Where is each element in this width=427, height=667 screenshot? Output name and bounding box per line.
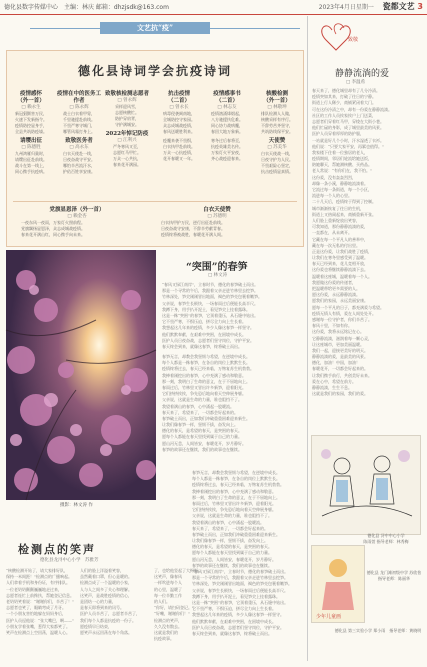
poem-author: □ 赖金杏	[67, 214, 87, 219]
spring-article-author: □ 林文涛	[208, 273, 228, 278]
flower-photo	[6, 250, 156, 500]
poem-title: 2022年悼记防疫	[105, 131, 149, 137]
poem-text: 一夜东风一夜雨，万家灯火照前程。 党旗飘扬显恩泽，众志成城战疫情。 春来花开满山红，同心携手向未来。	[21, 220, 85, 237]
poem-title: 疫情在中的医务工作者	[56, 91, 101, 104]
spring-article-text-continued: 春笋无言，却教会我坚韧与希望，在逆境中成长。 每个人都是一株春笋，在各自的岗位上默默生长。 疫情终将过去，春天已经来临，万物复苏生机勃勃。 我捧着刚挖出的春笋，心中充满了感动和敬意。 那一刻，我明白了生命的意义，在于不屈地向上。 春雨过后，竹林里又冒出许多新笋，迎着阳光。 它们挤挤挨挨，争先恐后地向着天空伸展身躯。 父亲说，这就是生命的力量，谁也阻挡不了。 我望着满山的春笋，心中涌起一股暖流。 春天来了，希望来了，一切都会好起来的。 春笋破土而出，正如我们冲破重重困难迎来新生。 让我们像春笋一样，坚韧不拔，奋发向上。 德化的春天，是希望的春天，是突围的春天。 愿每个人都能在春天里找到属于自己的力量。 愿山河无恙，人间皆安，春暖花开，岁月静好。 春笋的故事还在继续，我们的故事也在继续。 “春风又绿江南岸”，立春时节，德化的春笋破土而出。 那是一个寻常的午后，我跟着父亲走进竹林里去挖笋。 竹林深处，笋尖刚刚冒出地面，褐色的笋壳包裹着嫩笋。 父亲说，春笋生长极快，一场春雨过后便能长高半尺。 我蹲下身，用手扒开泥土，看见笋尖上挂着露珠。 这是一株“突围”的春笋，它顶着重压，从石缝中钻出。 它不畏严寒，不惧压迫，拼尽全力向上生长着。 我想起这几年来的疫情，多少人像这春笋一样坚守。 他们默默奉献，在艰难中突围，在困境中成长。 医护人员日夜奋战，志愿者们坚守岗位，守护平安。 春天终会到来，就像这春笋，终将破土而出。	[192, 470, 292, 636]
poem-text: 白衣执甲护万民，逆行出征赴前线。 日夜奋战守安康，不辞辛劳献青春。 疫情终将被战胜，春暖花开满人间。	[161, 220, 225, 237]
laugh-article-text: 了，也给他竖起了大拇指。 这笑声，像春风 一样吹进每个人 的心里，温暖了 每一位辛勤工作 的人们。 “你好，请扫码登记。” “好嘞，谢谢你们！” 检测点的笑声， 久久没有散去。 这就是我们的 抗疫故事。	[154, 568, 202, 642]
poem-text: 白衣天使赴一线， 日夜奋战守平安。 哪怕辛苦流汗水， 护佑百姓享安康。	[63, 151, 95, 174]
laugh-article-title: 检测点的笑声	[18, 543, 96, 556]
poem-title: 白衣天使赞	[203, 207, 231, 213]
poem-author: □ 赖永生	[21, 105, 41, 110]
poem-author: □ 陈德胜	[21, 145, 41, 150]
poem-text: 九州鸿雁归巢时， 请缨出征赴前线。 战斗在第一线上， 同心携手抗疫病。	[15, 151, 47, 174]
laugh-article-text: “核酸检测开始了，请大家排好队， 保持一米间距！”检测点的广播响起。 人们拿着手机和身份证，有序排队。 一位老奶奶颤颤巍巍地走过来， 志愿者连忙上前搀扶，帮她登记信息。 老奶奶笑着说：“谢谢你们，辛苦了！” 志愿者也笑了，眼睛弯成了月牙。 一个小朋友害怕地躲在妈妈身后， 医护人员逗他说：“张大嘴巴，啊——” 小朋友学着张嘴，惹得大家都笑了。 笑声在检测点上空回荡，温暖人心。	[6, 568, 75, 635]
poem-column	[7, 91, 55, 175]
drawing-label: 少年儿童画	[316, 614, 342, 620]
spring-article-text: 春笋无言，却教会我坚韧与希望，在逆境中成长。 每个人都是一株春笋，在各自的岗位上默默生长。 疫情终将过去，春天已经来临，万物复苏生机勃勃。 我捧着刚挖出的春笋，心中充满了感动和敬意。 那一刻，我明白了生命的意义，在于不屈地向上。 春雨过后，竹林里又冒出许多新笋，迎着阳光。 它们挤挤挨挨，争先恐后地向着天空伸展身躯。 父亲说，这就是生命的力量，谁也阻挡不了。 我望着满山的春笋，心中涌起一股暖流。 春天来了，希望来了，一切都会好起来的。 春笋破土而出，正如我们冲破重重困难迎来新生。 让我们像春笋一样，坚韧不拔，奋发向上。 德化的春天，是希望的春天，是突围的春天。 愿每个人都能在春天里找到属于自己的力量。 愿山河无恙，人间皆安，春暖花开，岁月静好。 春笋的故事还在继续，我们的故事也在继续。	[162, 354, 254, 452]
poem-column	[253, 91, 301, 175]
poem-author: □ 苏德明	[207, 214, 227, 219]
poem-text: 采样迎风雪， 志愿核酸忙。 防护穿肩背， 守护满城安。	[115, 104, 139, 127]
poem-author: □ 高永东	[69, 145, 89, 150]
poem-author: □ 陈永辉	[69, 105, 89, 110]
drawing-caption: 德化县 第三实验小学 郑小雨 指导老师：黄晓明	[334, 628, 422, 633]
poem-author: □ 林志友	[217, 105, 237, 110]
masthead	[0, 0, 427, 15]
page-number: 3	[417, 2, 423, 11]
quiet-article-text: 春天来了，德化城里却有了几分冷清。 疫情突如其来，打破了往日的宁静。 街道上行人稀少，商铺紧闭着大门。 可在这份冷清之中，却有一份爱在静静流淌。 社区的工作人员挨家挨户上门送菜， 志愿者们穿着红马甲，穿梭在大街小巷。 他们忙碌的身影，成了城里最美的风景。 医护人员穿着厚厚的防护服， 一站就是好几个小时，汗水湿透了衣衫。 他们说：“只要大家平安，再累也值得。” 我家楼下住着一位独居的老人， 疫情期间，邻居们轮流给她送饭， 陪她聊天，帮她测核酸、买药品。 老人常说：“有你们在，我不怕。” 这份爱，没有轰轰烈烈， 却像一条小溪，静静地流淌着。 它流过每一条街道，每一个小区， 流进每一个人的心里。 二十几天后，疫情终于得到了控制。 城市渐渐恢复了往日的生机， 街道上又热闹起来，商铺重新开张。 人们脸上重新绽放出笑容， 可我知道，那份静静流淌的爱， 一直都在，从未离开。 它藏在每一个平凡人的善举中， 藏在每一次无私的付出里。 正是这份爱，让我们战胜了疫情， 让我们在寒冬里感受到了温暖。 春天已经到来，花儿竞相开放， 这份爱也将继续静静流淌下去。 温暖着这座城，温暖着每一个人。 我愿做这份爱的传递者， 把温暖带给更多需要的人。 愿这份爱，永远静静流淌。 愿我们的家园，永远美丽安康。 愿每一个平凡的日子，都充满爱与希望。 疫情无情人有情，爱在人间处处开。 感谢每一位守护者，你们辛苦了。 春风十里，不如有你。 这份爱，我将永远铭记在心。 它静静流淌，滋润着每一颗心灵， 让这座城市，更加美丽温暖。 我们一起，迎接更美好的明天。 静静流淌的爱，是最美的风景。 德化，加油！中国，加油！ 春暖花开，一切都会好起来的。 让我们携手前行，共创美好未来。 爱在心中，希望在前方。 静静流淌，生生不息。 这就是我们的家园，我们的爱。	[312, 88, 392, 397]
poem-author: □ 曾永长	[169, 105, 189, 110]
poem-title: 核酸检测	[265, 91, 288, 97]
spring-article-text: “春风又绿江南岸”，立春时节，德化的春笋破土而出。 那是一个寻常的午后，我跟着父亲走进竹林里去挖笋。 竹林深处，笋尖刚刚冒出地面，褐色的笋壳包裹着嫩笋。 父亲说，春笋生长极快，一场春雨过后便能长高半尺。 我蹲下身，用手扒开泥土，看见笋尖上挂着露珠。 这是一株“突围”的春笋，它顶着重压，从石缝中钻出。 它不畏严寒，不惧压迫，拼尽全力向上生长着。 我想起这几年来的疫情，多少人像这春笋一样坚守。 他们默默奉献，在艰难中突围，在困境中成长。 医护人员日夜奋战，志愿者们坚守岗位，守护平安。 春天终会到来，就像这春笋，终将破土而出。	[162, 282, 262, 349]
poem-text: 病毒侵袭闽南地， 全城防控守家园。 众志成城战疫情， 春风送暖胜利来。	[163, 111, 195, 134]
divider	[13, 201, 297, 202]
poem-subtitle: （二首）	[215, 98, 238, 104]
poem-author: □ 江利兴	[117, 138, 137, 143]
banner-line-left	[30, 28, 100, 29]
poem-text: 排队检测人人做， 核酸采样有序行。 不辞劳苦齐坚守， 共筑防线保平安。	[261, 111, 293, 134]
poem-title: 党旗显恩泽（外一首）	[49, 207, 105, 213]
drawing-caption: 德化县 龙门滩初级中学 苏欣怡 指导老师：陈丽华	[366, 570, 422, 581]
poem-text: 疫情汹涌烽烟起， 八方驰援扶危难。 同心协力战病魔， 春回大地万象新。	[211, 111, 243, 134]
poetry-box	[6, 50, 304, 247]
poem-author: □ 曾永辉	[117, 98, 137, 103]
masthead-info: 德化县数字传媒中心 主编：林庆 邮箱：dhzjsdk@163.com	[4, 4, 169, 11]
poem-subtitle: （外一首）	[263, 98, 291, 104]
masthead-section	[319, 1, 423, 12]
poem-title: 致敬医务者	[65, 138, 93, 144]
heart-label: 致敬	[348, 37, 359, 43]
poem-text: 严冬寒风又至， 志愿红马甲忙。 万众一心共抗， 春来花开满园。	[113, 144, 141, 167]
poem-author: □ 林敬坤	[267, 105, 287, 110]
children-drawing	[311, 545, 365, 623]
poem-column	[155, 91, 203, 162]
heart-logo	[318, 16, 380, 64]
poem-title: 请缨出征	[19, 138, 42, 144]
poem-column	[55, 91, 103, 175]
masthead-date: 2023年4月日星期一	[318, 4, 374, 11]
poem-title: 抗击疫情	[167, 91, 190, 97]
drawing-caption: 德化县 浔中中心小学 陈雨萱 指导老师：林秀梅	[363, 533, 409, 544]
poem-column	[103, 91, 151, 168]
section-name: 瓷都文艺	[382, 2, 415, 11]
laugh-article-text: 人们的脸上洋溢着笑容， 虽然戴着口罩，但心是暖的。 检测点成了一个温暖的小家， 人与人之间多了关心和理解。 这笑声，是战胜疫情的信心， 是团结一心的力量， 是春天即将到来的讯号。 医护人员辛苦了，志愿者辛苦了， 我们每个人都是抗疫的一份子。 愿疫情早日结束， 愿笑声永远回荡在每个角落。	[80, 568, 140, 635]
laugh-article-author: 德化县龙浔中心小学 苏雅芳	[40, 558, 99, 563]
poem-text: 新冠猖獗害万民， 火速下发新指令。 疫情防控显身手， 全县共筑防疫墙。	[15, 111, 47, 134]
quiet-article-title: 静静流淌的爱	[335, 69, 390, 79]
spring-photo	[6, 250, 156, 500]
poem-subtitle: （外一首）	[17, 98, 45, 104]
poem-text: 寒冬过后春将至， 抗疫英雄美名传。 万家灯火平安夜， 齐心战疫迎春来。	[211, 138, 243, 161]
poem-subtitle: （二首）	[167, 98, 190, 104]
spring-article-title: “突围”的春笋	[186, 262, 248, 273]
poem-column	[203, 91, 251, 162]
poetry-box-title: 德化县诗词学会抗疫诗词	[77, 64, 232, 78]
photo-caption: 摄影：林文涛 作	[60, 503, 93, 508]
poem-title: 致敬核检测志愿者	[104, 91, 149, 97]
poem-title: 疫情感怀	[19, 91, 42, 97]
poem-text: 疫魔来袭不畏惧， 白衣执甲赴前线。 万众一心抗疫情， 花开春暖又一年。	[163, 138, 195, 161]
banner: 文艺抗“疫”	[100, 22, 210, 34]
drawing-nurses	[312, 436, 420, 534]
children-drawing	[311, 435, 421, 535]
quiet-article-author: □ 李温希	[346, 80, 366, 85]
column-divider	[307, 16, 308, 661]
poem-text: 战士白衣着甲胄， 千里驰援赴前线。 不畏严寒守城门， 哪管风霜打身上。	[63, 111, 95, 134]
poem-text: 白衣天使战一线， 日夜守护为人民。 不畏艰险心坚定， 抗击疫情显真情。	[261, 151, 293, 174]
poem-title: 天使赞	[268, 138, 286, 144]
poem-author: □ 苏美华	[267, 145, 287, 150]
poem-title: 疫情感事书	[213, 91, 241, 97]
banner-line-right	[210, 28, 300, 29]
drawing-small	[312, 546, 364, 622]
